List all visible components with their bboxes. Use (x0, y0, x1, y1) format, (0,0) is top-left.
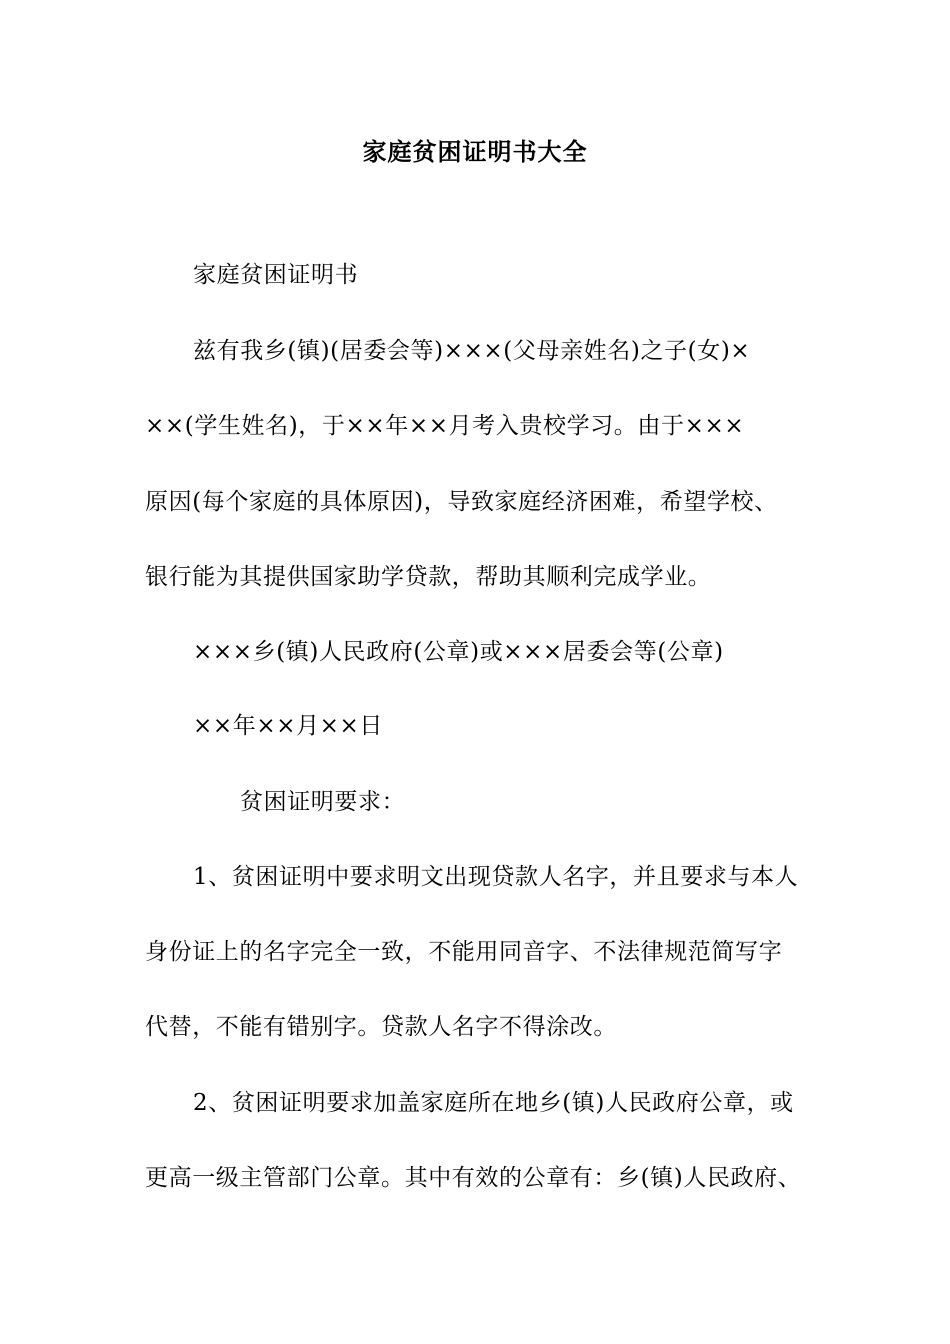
body-line: ××(学生姓名)，于××年××月考入贵校学习。由于××× (145, 413, 745, 439)
document-title: 家庭贫困证明书大全 (362, 137, 588, 166)
requirements-heading: 贫困证明要求： (240, 789, 406, 815)
signature-line: ×××乡(镇)人民政府(公章)或×××居委会等(公章) (193, 639, 724, 665)
requirement-2-line: 2、贫困证明要求加盖家庭所在地乡(镇)人民政府公章，或 (193, 1090, 794, 1116)
date-line: ××年××月××日 (193, 713, 384, 739)
body-line: 原因(每个家庭的具体原因)，导致家庭经济困难，希望学校、 (145, 489, 778, 515)
requirement-1-line: 1、贫困证明中要求明文出现贷款人名字，并且要求与本人 (193, 864, 799, 890)
requirement-1-line: 身份证上的名字完全一致，不能用同音字、不法律规范简写字 (145, 939, 783, 965)
requirement-2-line: 更高一级主管部门公章。其中有效的公章有：乡(镇)人民政府、 (145, 1165, 802, 1191)
document-subtitle: 家庭贫困证明书 (193, 262, 359, 288)
body-line: 兹有我乡(镇)(居委会等)×××(父母亲姓名)之子(女)× (193, 338, 751, 364)
requirement-1-line: 代替，不能有错别字。贷款人名字不得涂改。 (145, 1014, 617, 1040)
body-line: 银行能为其提供国家助学贷款，帮助其顺利完成学业。 (145, 564, 712, 590)
